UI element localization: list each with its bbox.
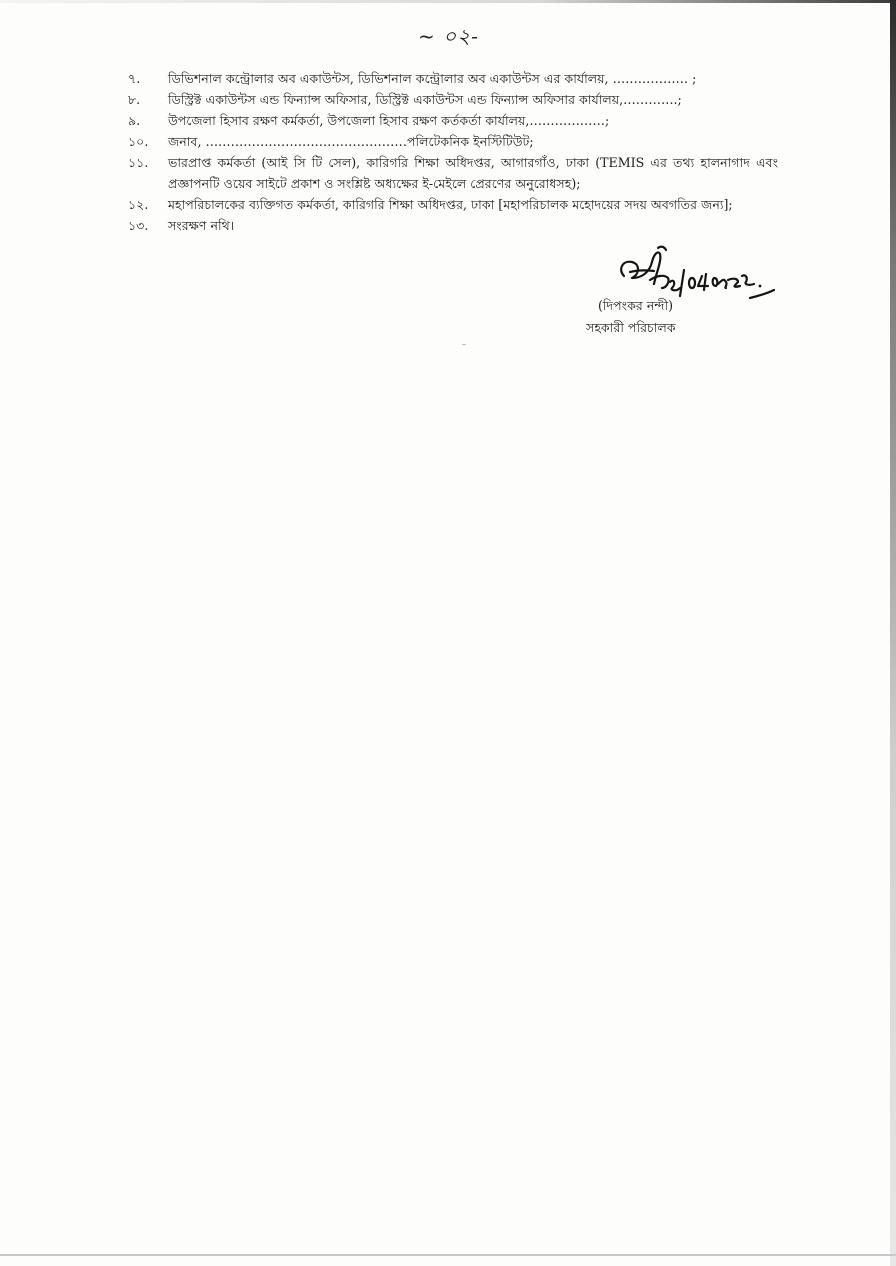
list-item-number: ১৩. bbox=[128, 218, 149, 233]
scan-edge-right bbox=[890, 0, 896, 1266]
list-item-text: মহাপরিচালকের ব্যক্তিগত কর্মকর্তা, কারিগরি শিক্ষা অধিদপ্তর, ঢাকা [মহাপরিচালক মহোদয়ের সদয় অবগতির জন্য]; bbox=[168, 197, 733, 212]
list-item-number: ৮. bbox=[128, 92, 141, 107]
list-item-text: সংরক্ষণ নথি। bbox=[168, 218, 235, 233]
list-item bbox=[128, 68, 778, 89]
list-item-text: ভারপ্রাপ্ত কর্মকর্তা (আই সি টি সেল), কারিগরি শিক্ষা অধিদপ্তর, আগারগাঁও, ঢাকা (TEMIS এর তথ্য হালনাগাদ এবং প্রজ্ঞাপনটি ওয়েব সাইটে প্রকাশ ও সংশ্লিষ্ট অধ্যক্ষের ই-মেইলে প্রেরণের অনুরোধসহ); bbox=[168, 155, 778, 191]
list-item bbox=[128, 152, 778, 194]
list-item-number: ১২. bbox=[128, 197, 149, 212]
scan-speck bbox=[462, 344, 466, 345]
list-item-number: ৯. bbox=[128, 113, 141, 128]
list-item bbox=[128, 194, 778, 215]
scan-edge-bottom bbox=[0, 1254, 896, 1256]
list-item bbox=[128, 131, 778, 152]
scan-edge-top bbox=[0, 0, 896, 3]
list-item-text: ডিস্ট্রিক্ট একাউন্টস এন্ড ফিন্যান্স অফিসার, ডিস্ট্রিক্ট একাউন্টস এন্ড ফিন্যান্স অফিসার কার্যালয়,………….; bbox=[168, 92, 682, 107]
list-item-text: জনাব, …………………………………………পলিটেকনিক ইনস্টিটিউট; bbox=[168, 134, 534, 149]
list-item-number: ৭. bbox=[128, 71, 141, 86]
distribution-list bbox=[128, 68, 778, 236]
list-item bbox=[128, 110, 778, 131]
signer-name: (দিপংকর নন্দী) bbox=[598, 298, 673, 313]
list-item-number: ১১. bbox=[128, 155, 149, 170]
list-item bbox=[128, 215, 778, 236]
list-item-number: ১০. bbox=[128, 134, 149, 149]
signature-block bbox=[578, 240, 788, 350]
handwritten-signature bbox=[610, 240, 785, 306]
list-item-text: ডিভিশনাল কন্ট্রোলার অব একাউন্টস, ডিভিশনাল কন্ট্রোলার অব একাউন্টস এর কার্যালয়, ……………… ; bbox=[168, 71, 697, 86]
list-item bbox=[128, 89, 778, 110]
signer-title: সহকারী পরিচালক bbox=[586, 320, 676, 335]
list-item-text: উপজেলা হিসাব রক্ষণ কর্মকর্তা, উপজেলা হিসাব রক্ষণ কর্তকর্তা কার্যালয়,………………; bbox=[168, 113, 610, 128]
page-number: ~ ০২- bbox=[418, 24, 479, 48]
